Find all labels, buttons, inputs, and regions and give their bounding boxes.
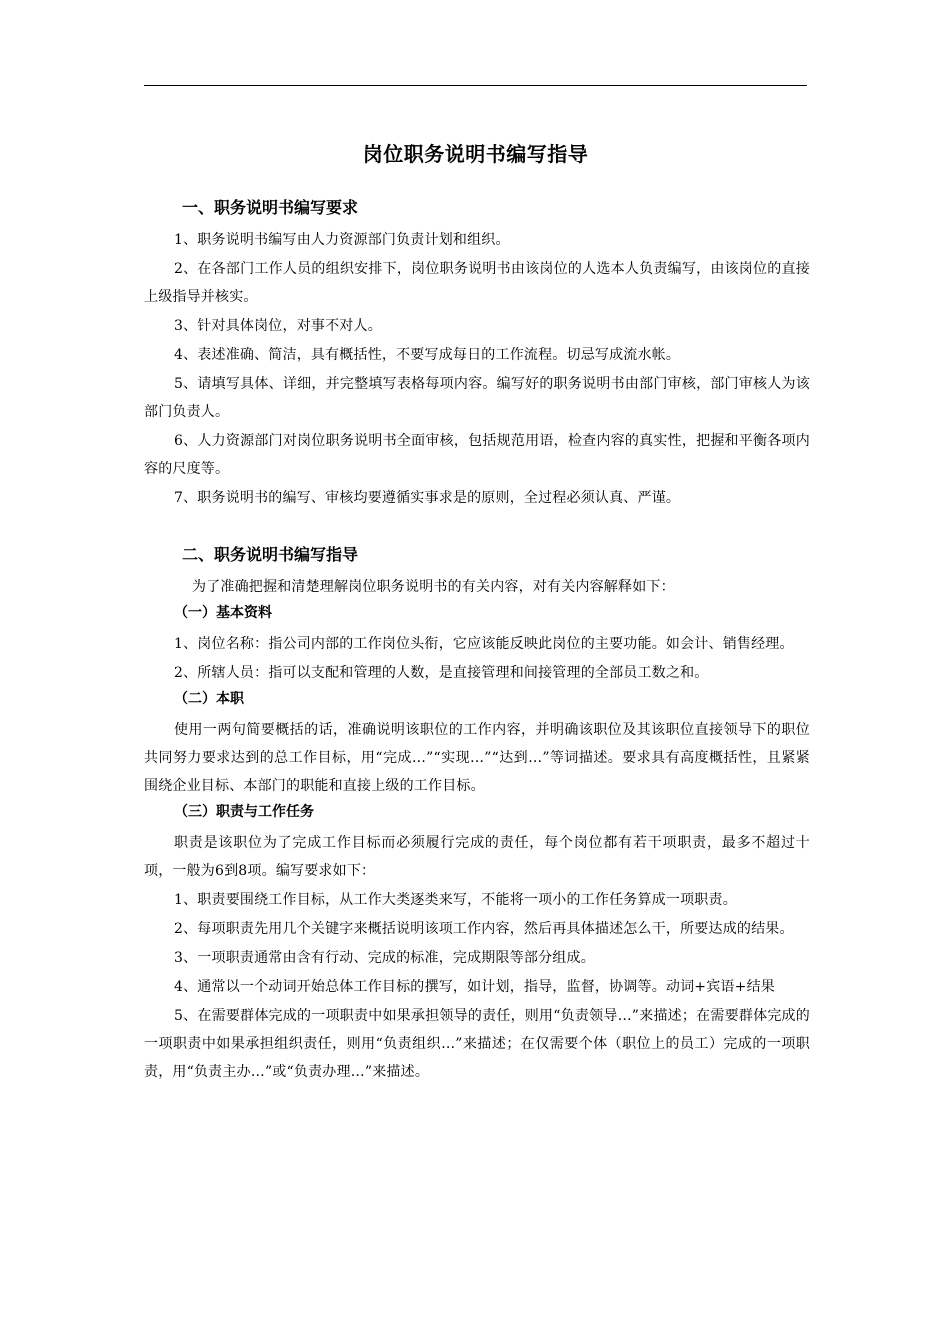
paragraph: 3、一项职责通常由含有行动、完成的标准，完成期限等部分组成。: [174, 950, 595, 966]
subsection-responsibilities-heading: （三）职责与工作任务: [174, 804, 314, 820]
page-title: 岗位职务说明书编写指导: [362, 142, 589, 166]
paragraph: 3、针对具体岗位，对事不对人。: [174, 318, 382, 334]
section-spacer: [144, 513, 810, 543]
paragraph: 2、每项职责先用几个关键字来概括说明该项工作内容，然后再具体描述怎么干，所要达成的结果。: [174, 921, 794, 937]
paragraph: 6、人力资源部门对岗位职务说明书全面审核，包括规范用语，检查内容的真实性，把握和平衡各项内容的尺度等。: [144, 433, 810, 477]
paragraph: 4、表述准确、简洁，具有概括性，不要写成每日的工作流程。切忌写成流水帐。: [174, 347, 681, 363]
paragraph: 使用一两句简要概括的话，准确说明该职位的工作内容，并明确该职位及其该职位直接领导下的职位共同努力要求达到的总工作目标，用“完成…”“实现…”“达到…”等词描述。要求具有高度概括性，且紧紧围绕企业目标、本部门的职能和直接上级的工作目标。: [144, 722, 810, 794]
paragraph: 2、在各部门工作人员的组织安排下，岗位职务说明书由该岗位的人选本人负责编写，由该岗位的直接上级指导并核实。: [144, 261, 810, 305]
paragraph: 4、通常以一个动词开始总体工作目标的撰写，如计划，指导，监督，协调等。动词+宾语+结果: [174, 979, 775, 995]
subsection-core-duty-heading: （二）本职: [174, 691, 244, 707]
subsection-basic-info-heading: （一）基本资料: [174, 605, 272, 621]
paragraph: 职责是该职位为了完成工作目标而必须履行完成的责任，每个岗位都有若干项职责，最多不超过十项，一般为6到8项。编写要求如下：: [144, 835, 810, 879]
paragraph: 5、在需要群体完成的一项职责中如果承担领导的责任，则用“负责领导…”来描述；在需要群体完成的一项职责中如果承担组织责任，则用“负责组织…”来描述；在仅需要个体（职位上的员工）完成的一项职责，用“负责主办…”或“负责办理…”来描述。: [144, 1008, 810, 1080]
paragraph: 7、职务说明书的编写、审核均要遵循实事求是的原则，全过程必须认真、严谨。: [174, 490, 681, 506]
paragraph: 2、所辖人员：指可以支配和管理的人数，是直接管理和间接管理的全部员工数之和。: [174, 665, 709, 681]
section-2-heading: 二、职务说明书编写指导: [182, 545, 359, 564]
section-1-heading: 一、职务说明书编写要求: [182, 198, 359, 217]
document-body: [144, 196, 810, 1087]
paragraph: 1、职务说明书编写由人力资源部门负责计划和组织。: [174, 232, 510, 248]
paragraph: 5、请填写具体、详细，并完整填写表格每项内容。编写好的职务说明书由部门审核，部门审核人为该部门负责人。: [144, 376, 810, 420]
paragraph: 1、岗位名称：指公司内部的工作岗位头衔，它应该能反映此岗位的主要功能。如会计、销售经理。: [174, 636, 794, 652]
section-2-intro: 为了准确把握和清楚理解岗位职务说明书的有关内容，对有关内容解释如下：: [192, 579, 675, 595]
paragraph: 1、职责要围绕工作目标，从工作大类逐类来写，不能将一项小的工作任务算成一项职责。: [174, 892, 737, 908]
header-rule: [144, 85, 807, 86]
